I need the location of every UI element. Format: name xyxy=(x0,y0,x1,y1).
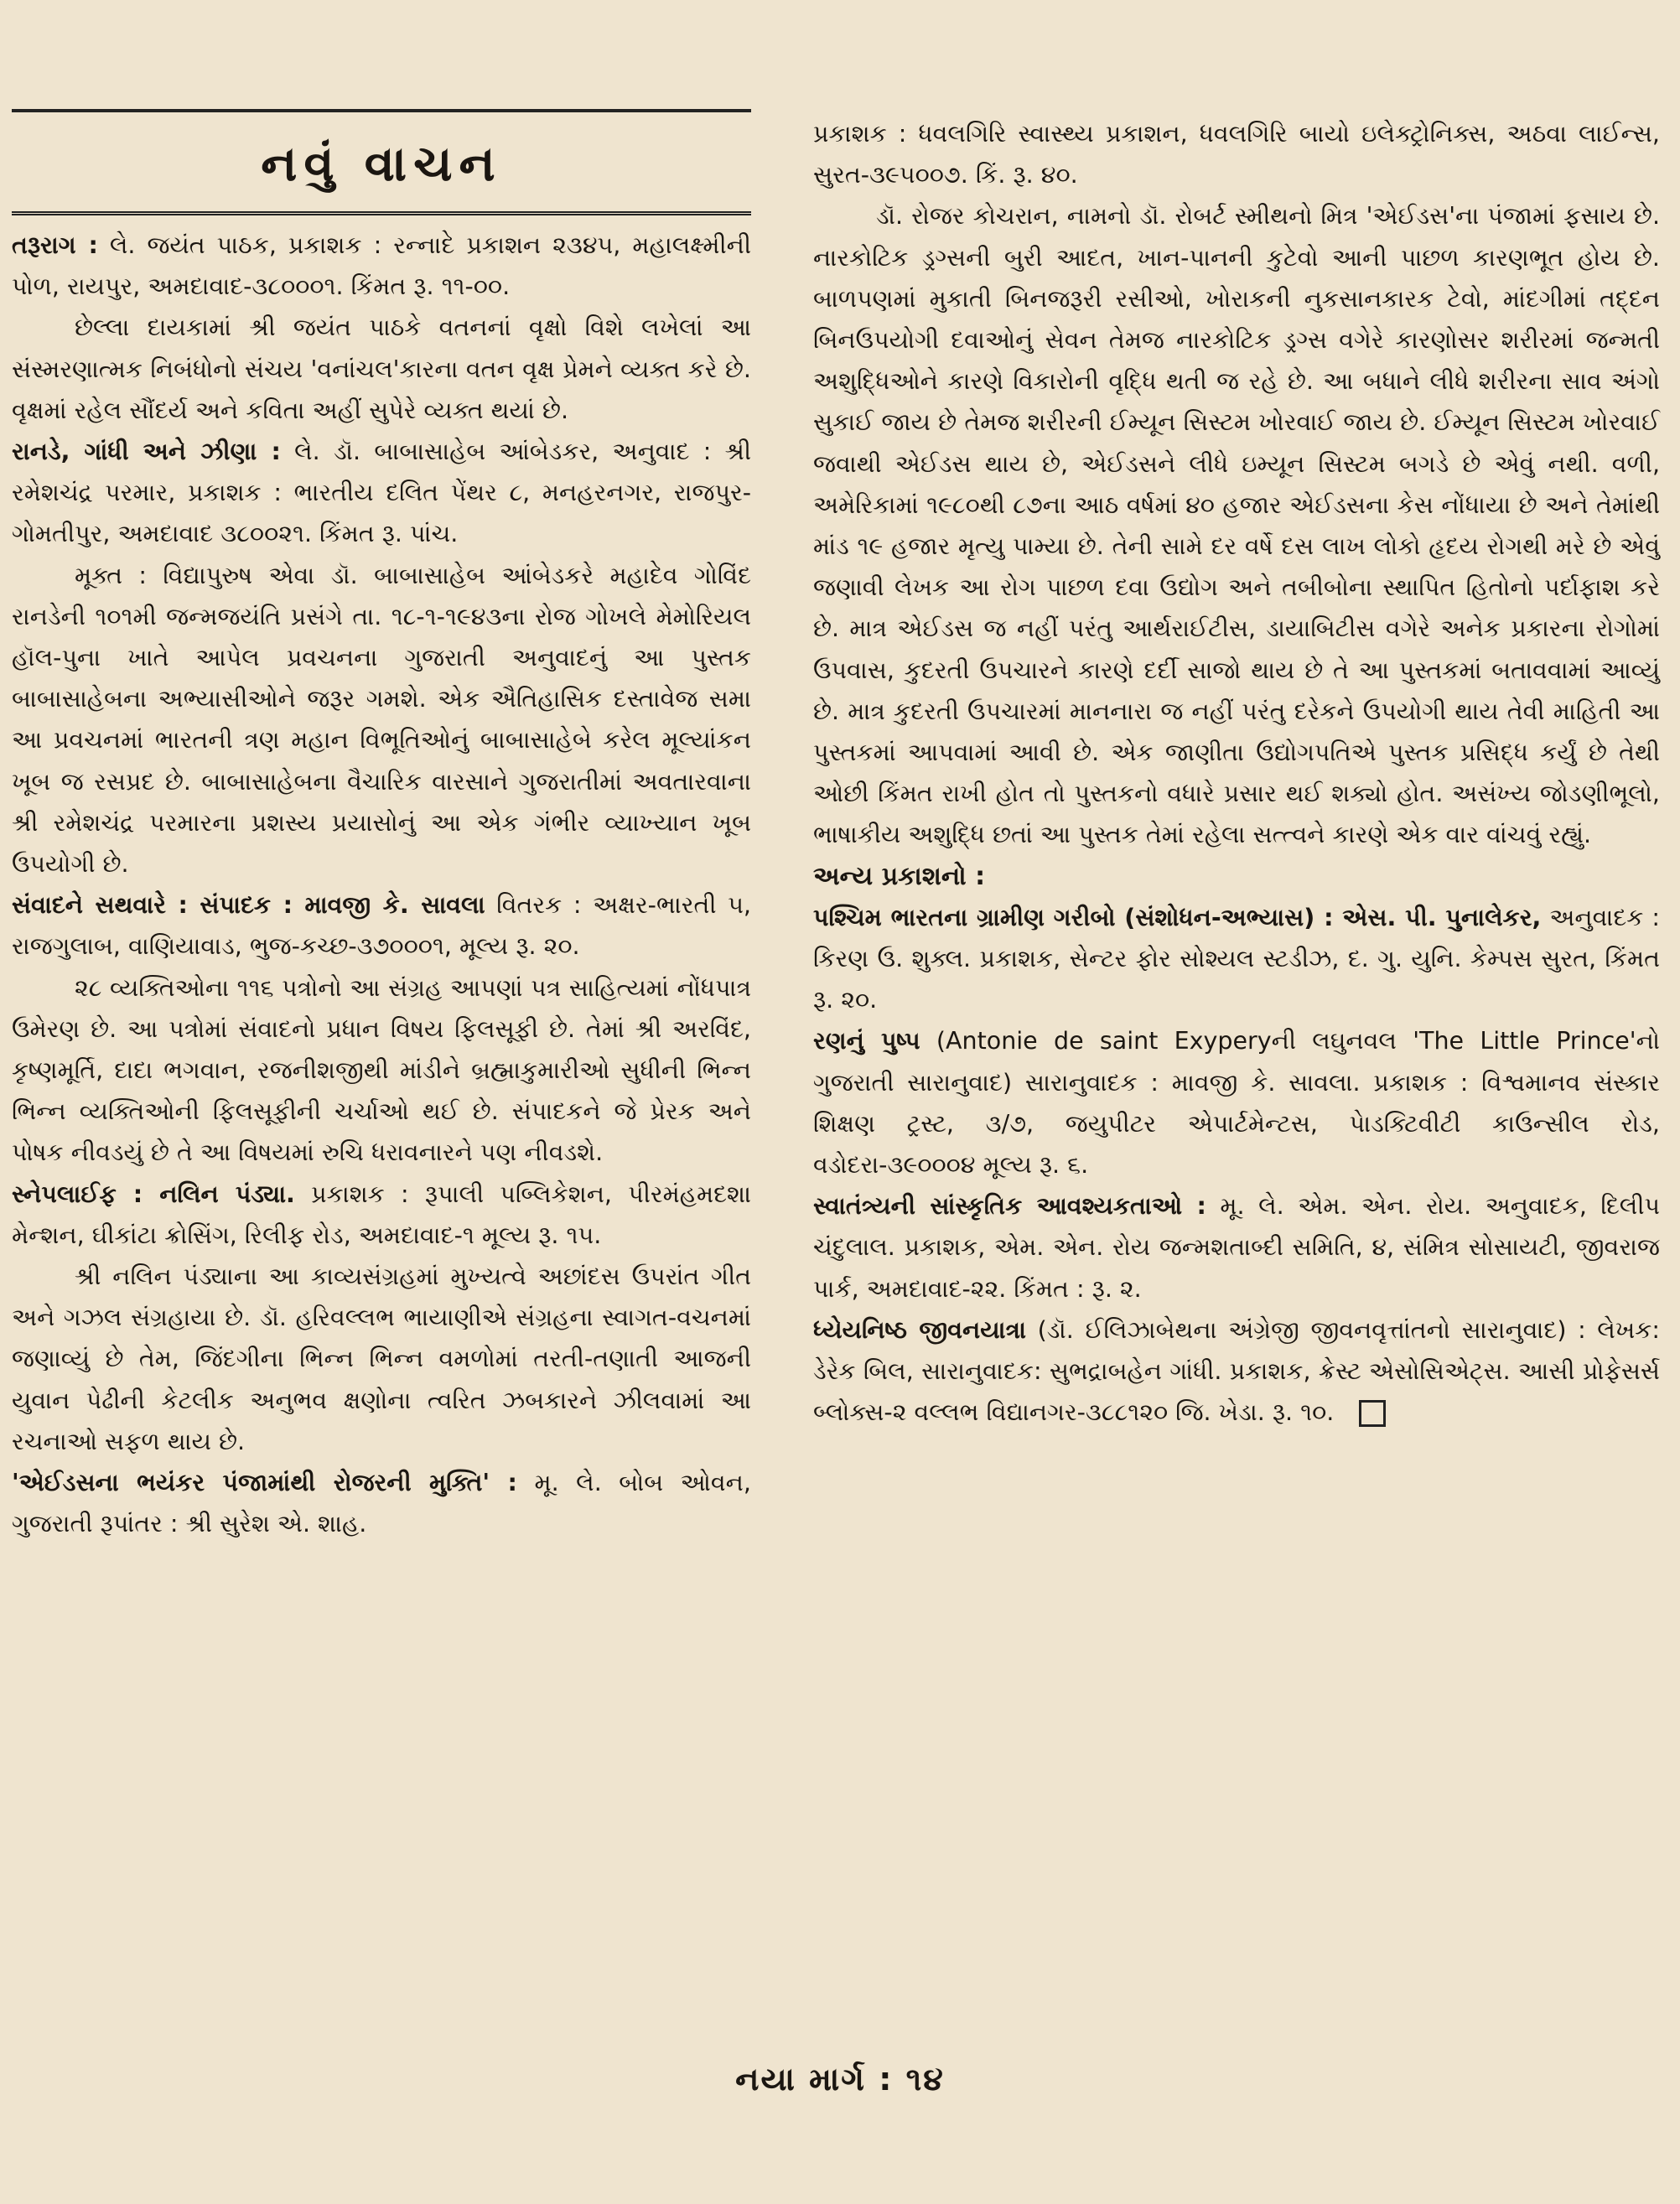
review-paragraph: મૂક્ત : વિદ્યાપુરુષ એવા ડૉ. બાબાસાહેબ આંબેડકરે મહાદેવ ગોવિંદ રાનડેની ૧૦૧મી જન્મજયંતિ પ્રસંગે તા. ૧૮-૧-૧૯૪૩ના રોજ ગોખલે મેમોરિયલ હૉલ-પુના ખાતે આપેલ પ્રવચનના ગુજરાતી અનુવાદનું આ પુસ્તક બાબાસાહેબના અભ્યાસીઓને જરૂર ગમશે. એક ઐતિહાસિક દસ્તાવેજ સમા આ પ્રવચનમાં ભારતની ત્રણ મહાન વિભૂતિઓનું બાબાસાહેબે કરેલ મૂલ્યાંકન ખૂબ જ રસપ્રદ છે. બાબાસાહેબના વૈચારિક વારસાને ગુજરાતીમાં અવતારવાના શ્રી રમેશચંદ્ર પરમારના પ્રશસ્ય પ્રયાસોનું આ એક ગંભીર વ્યાખ્યાન ખૂબ ઉપયોગી છે. xyxy=(12,561,751,879)
book-title: સ્વાતંત્ર્યની સાંસ્કૃતિક આવશ્યકતાઓ : xyxy=(813,1192,1206,1221)
review-paragraph: છેલ્લા દાયકામાં શ્રી જયંત પાઠકે વતનનાં વૃક્ષો વિશે લખેલાં આ સંસ્મરણાત્મક નિબંધોનો સંચય 'વનાંચલ'કારના વતન વૃક્ષ પ્રેમને વ્યક્ત કરે છે. વૃક્ષમાં રહેલ સૌંદર્ય અને કવિતા અહીં સુપેરે વ્યક્ત થયાં છે. xyxy=(12,314,751,424)
heading-rule xyxy=(12,211,751,215)
book-details: અનુવાદક : કિરણ ઉ. શુક્લ. પ્રકાશક, સેન્ટર ફોર સોશ્યલ સ્ટડીઝ, દ. ગુ. યુનિ. કેમ્પસ સુરત, કિંમત રૂ. ૨૦. xyxy=(813,903,1660,1014)
top-rule xyxy=(12,109,751,112)
review-entry xyxy=(813,1020,1660,1185)
book-details: મૂ. લે. એમ. એન. રોય. અનુવાદક, દિલીપ ચંદુલાલ. પ્રકાશક, એમ. એન. રોય જન્મશતાબ્દી સમિતિ, ૪, સંમિત્ર સોસાયટી, જીવરાજ પાર્ક, અમદાવાદ-૨૨. કિંમત : રૂ. ૨. xyxy=(813,1192,1660,1303)
left-column xyxy=(12,225,751,1545)
book-details: (ડૉ. ઈલિઝાબેથના અંગ્રેજી જીવનવૃત્તાંતનો સારાનુવાદ) : લેખક: ડેરેક બિલ, સારાનુવાદક: સુભદ્રાબહેન ગાંધી. પ્રકાશક, ક્રેસ્ટ એસોસિએટ્સ. આસી પ્રોફેસર્સ બ્લોક્સ-૨ વલ્લભ વિદ્યાનગર-૩૮૮૧૨૦ જિ. ખેડા. રૂ. ૧૦. xyxy=(813,1315,1661,1427)
book-details: (Antonie de saint Exyperyની લઘુનવલ 'The Little Prince'નો ગુજરાતી સારાનુવાદ) સારાનુવાદક : માવજી કે. સાવલા. પ્રકાશક : વિશ્વમાનવ સંસ્કાર શિક્ષણ ટ્રસ્ટ, ૩/૭, જયુપીટર એપાર્ટમેન્ટસ, પેાડક્ટિવીટી કાઉન્સીલ રોડ, વડોદરા-૩૯૦૦૦૪ મૂલ્ય રૂ. ૬. xyxy=(813,1027,1660,1180)
review-entry xyxy=(12,1174,751,1256)
book-title: સંવાદને સથવારે : સંપાદક : માવજી કે. સાવલા xyxy=(12,891,485,920)
section-heading: નવું વાચન xyxy=(261,135,502,192)
review-entry xyxy=(12,431,751,555)
page-footer: નયા માર્ગ : ૧૪ xyxy=(735,2061,945,2098)
review-entry xyxy=(12,1462,751,1544)
review-paragraph: ડૉ. રોજર કોચરાન, નામનો ડૉ. રોબર્ટ સ્મીથનો મિત્ર 'એઈડસ'ના પંજામાં ફસાય છે. નારકોટિક ડ્રગ્સની બુરી આદત, ખાન-પાનની કુટેવો આની પાછળ કારણભૂત હોય છે. બાળપણમાં મુકાતી બિનજરૂરી રસીઓ, ખોરાકની નુકસાનકારક ટેવો, માંદગીમાં તદ્દન બિનઉપયોગી દવાઓનું સેવન તેમજ નારકોટિક ડ્રગ્સ વગેરે કારણોસર શરીરમાં જન્મતી અશુદ્ધિઓને કારણે વિકારોની વૃદ્ધિ થતી જ રહે છે. આ બધાને લીધે શરીરના સાવ અંગો સુકાઈ જાય છે તેમજ શરીરની ઈમ્યૂન સિસ્ટમ ખોરવાઈ જાય છે. ઈમ્યૂન સિસ્ટમ ખોરવાઈ જવાથી એઈડસ થાય છે, એઈડસને લીધે ઇમ્યૂન સિસ્ટમ બગડે છે એવું નથી. વળી, અમેરિકામાં ૧૯૮૦થી ૮૭ના આઠ વર્ષમાં ૪૦ હજાર એઈડસના કેસ નોંધાયા છે અને તેમાંથી માંડ ૧૯ હજાર મૃત્યુ પામ્યા છે. તેની સામે દર વર્ષે દસ લાખ લોકો હૃદય રોગથી મરે છે એવું જણાવી લેખક આ રોગ પાછળ દવા ઉદ્યોગ અને તબીબોના સ્થાપિત હિતોનો પર્દાફાશ કરે છે. માત્ર એઈડસ જ નહીં પરંતુ આર્થરાઈટીસ, ડાયાબિટીસ વગેરે અનેક પ્રકારના રોગોમાં ઉપવાસ, કુદરતી ઉપચારને કારણે દર્દી સાજો થાય છે તે આ પુસ્તકમાં બતાવવામાં આવ્યું છે. માત્ર કુદરતી ઉપચારમાં માનનારા જ નહીં પરંતુ દરેકને ઉપયોગી થાય તેવી માહિતી આ પુસ્તકમાં આપવામાં આવી છે. એક જાણીતા ઉદ્યોગપતિએ પુસ્તક પ્રસિદ્ધ કર્યું છે તેથી ઓછી કિંમત રાખી હોત તો પુસ્તકનો વધારે પ્રસાર થઈ શક્યો હોત. અસંખ્ય જોડણીભૂલો, ભાષાકીય અશુદ્ધિ છતાં આ પુસ્તક તેમાં રહેલા સત્ત્વને કારણે એક વાર વાંચવું રહ્યું. xyxy=(813,202,1660,849)
book-title: 'એઈડસના ભયંકર પંજામાંથી રોજરની મુક્તિ' : xyxy=(12,1469,517,1497)
review-paragraph: શ્રી નલિન પંડ્યાના આ કાવ્યસંગ્રહમાં મુખ્યત્વે અછાંદસ ઉપરાંત ગીત અને ગઝલ સંગ્રહાયા છે. ડૉ. હરિવલ્લભ ભાયાણીએ સંગ્રહના સ્વાગત-વચનમાં જણાવ્યું છે તેમ, જિંદગીના ભિન્ન ભિન્ન વમળોમાં તરતી-તણાતી આજની યુવાન પેઢીની કેટલીક અનુભવ ક્ષણોના ત્વરિત ઝબકારને ઝીલવામાં આ રચનાઓ સફળ થાય છે. xyxy=(12,1263,751,1455)
review-entry: પ્રકાશક : ધવલગિરિ સ્વાસ્થ્ય પ્રકાશન, ધવલગિરિ બાયો ઇલેક્ટ્રોનિક્સ, અઠવા લાઈન્સ, સુરત-૩૯૫૦૦૭. કિં. રૂ. ૪૦. xyxy=(813,120,1660,189)
review-paragraph: ૨૮ વ્યક્તિઓના ૧૧૬ પત્રોનો આ સંગ્રહ આપણાં પત્ર સાહિત્યમાં નોંધપાત્ર ઉમેરણ છે. આ પત્રોમાં સંવાદનો પ્રધાન વિષય ફિલસૂફી છે. તેમાં શ્રી અરવિંદ, કૃષ્ણમૂર્તિ, દાદા ભગવાન, રજનીશજીથી માંડીને બ્રહ્માકુમારીઓ સુધીની ભિન્ન ભિન્ન વ્યક્તિઓની ફિલસૂફીની ચર્ચાઓ થઈ છે. સંપાદકને જે પ્રેરક અને પોષક નીવડયું છે તે આ વિષયમાં રુચિ ધરાવનારને પણ નીવડશે. xyxy=(12,973,751,1167)
book-title: ધ્યેયનિષ્ઠ જીવનયાત્રા xyxy=(813,1315,1027,1344)
book-details: લે. ડૉ. બાબાસાહેબ આંબેડકર, અનુવાદ : શ્રી રમેશચંદ્ર પરમાર, પ્રકાશક : ભારતીય દલિત પેંથર ૮, મનહરનગર, રાજપુર-ગોમતીપુર, અમદાવાદ ૩૮૦૦૨૧. કિંમત રૂ. પાંચ. xyxy=(12,438,751,548)
book-title: પશ્ચિમ ભારતના ગ્રામીણ ગરીબો (સંશોધન-અભ્યાસ) : એસ. પી. પુનાલેકર, xyxy=(813,903,1542,931)
book-details: લે. જયંત પાઠક, પ્રકાશક : રન્નાદે પ્રકાશન ૨૩૪૫, મહાલક્ષ્મીની પોળ, રાયપુર, અમદાવાદ-૩૮૦૦૦૧. કિંમત રૂ. ૧૧-૦૦. xyxy=(12,231,751,301)
review-entry xyxy=(813,1309,1660,1434)
other-publications-heading: અન્ય પ્રકાશનો : xyxy=(813,861,986,891)
book-details: પ્રકાશક : રૂપાલી પબ્લિકેશન, પીરમંહમદશા મેન્શન, ઘીકાંટા ક્રોસિંગ, રિલીફ રોડ, અમદાવાદ-૧ મૂલ્ય રૂ. ૧૫. xyxy=(12,1180,751,1249)
book-details: વિતરક : અક્ષર-ભારતી ૫, રાજગુલાબ, વાણિયાવાડ, ભુજ-કચ્છ-૩૭૦૦૦૧, મૂલ્ય રૂ. ૨૦. xyxy=(12,891,751,961)
right-column xyxy=(813,113,1660,1434)
book-title: રાનડે, ગાંધી અને ઝીણા : xyxy=(12,438,281,466)
book-title: તરૂરાગ : xyxy=(12,231,98,259)
book-details: મૂ. લે. બોબ ઓવન, ગુજરાતી રૂપાંતર : શ્રી સુરેશ એ. શાહ. xyxy=(12,1469,751,1538)
review-entry xyxy=(12,884,751,967)
review-entry xyxy=(813,1185,1660,1309)
end-of-article-box xyxy=(1359,1400,1386,1427)
review-entry xyxy=(12,225,751,307)
review-entry xyxy=(813,897,1660,1021)
book-title: સ્નેપલાઈફ : નલિન પંડ્યા. xyxy=(12,1180,295,1208)
book-title: રણનું પુષ્પ xyxy=(813,1027,920,1055)
